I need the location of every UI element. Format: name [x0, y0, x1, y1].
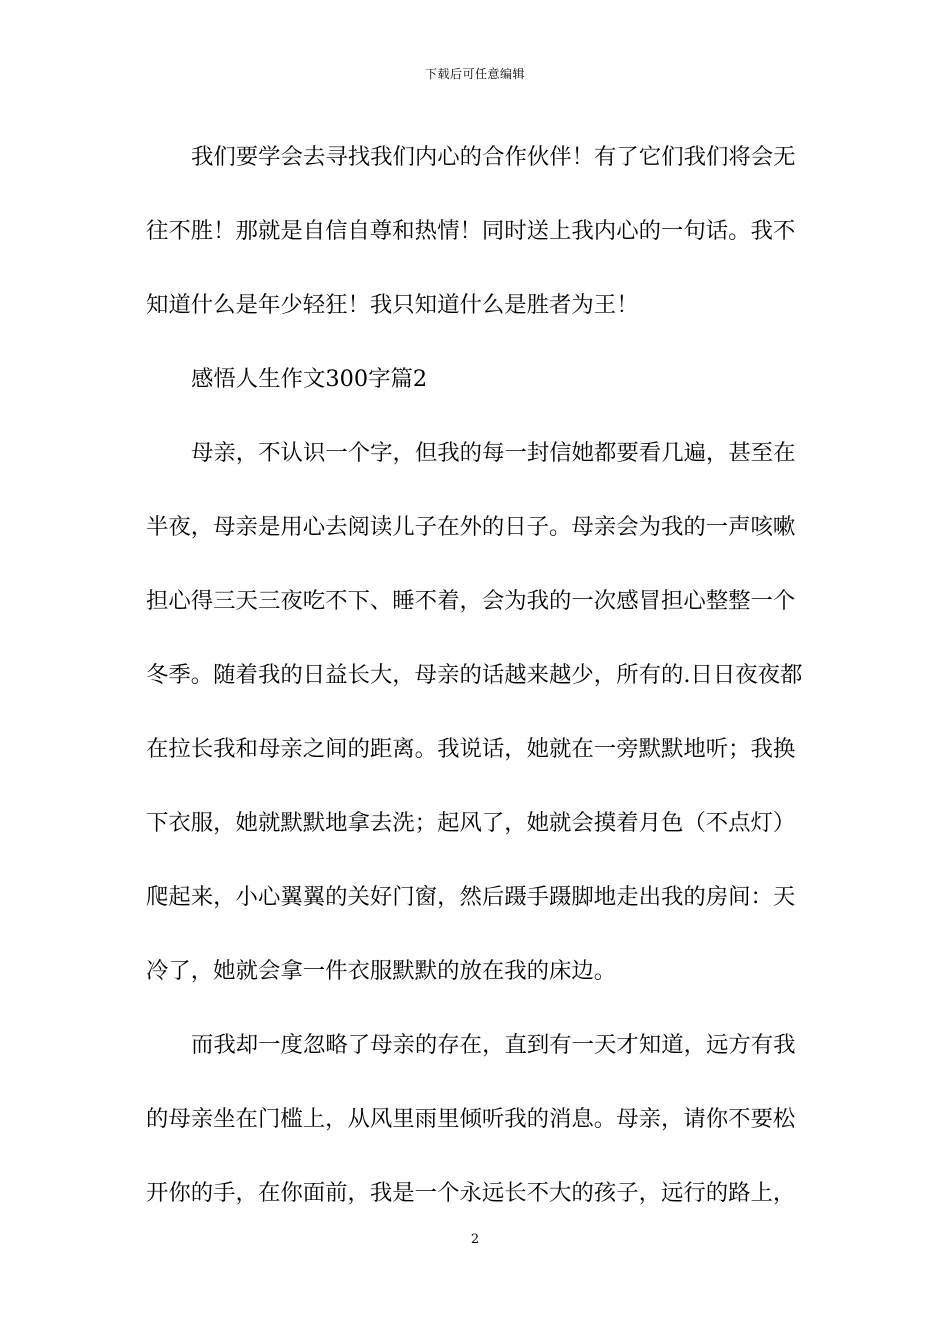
paragraph-line: 知道什么是年少轻狂！我只知道什么是胜者为王！ [146, 292, 639, 318]
paragraph-line: 开你的手，在你面前，我是一个永远长不大的孩子，远行的路上， [146, 1180, 796, 1206]
paragraph-line: 半夜，母亲是用心去阅读儿子在外的日子。母亲会为我的一声咳嗽 [146, 514, 796, 540]
paragraph-line: 我们要学会去寻找我们内心的合作伙伴！有了它们我们将会无 [191, 144, 796, 170]
page-number: 2 [470, 1232, 480, 1247]
paragraph-line: 下衣服，她就默默地拿去洗；起风了，她就会摸着月色（不点灯） [146, 810, 796, 836]
paragraph-line: 担心得三天三夜吃不下、睡不着，会为我的一次感冒担心整整一个 [146, 588, 796, 614]
paragraph-line: 往不胜！那就是自信自尊和热情！同时送上我内心的一句话。我不 [146, 218, 796, 244]
paragraph-line: 冬季。随着我的日益长大，母亲的话越来越少，所有的.日日夜夜都 [146, 662, 803, 688]
page-header: 下载后可任意编辑 [424, 67, 525, 81]
paragraph-line: 在拉长我和母亲之间的距离。我说话，她就在一旁默默地听；我换 [146, 736, 796, 762]
section-heading: 感悟人生作文300字篇2 [191, 366, 428, 392]
paragraph-line: 母亲，不认识一个字，但我的每一封信她都要看几遍，甚至在 [191, 440, 796, 466]
document-body [146, 120, 811, 1230]
paragraph-line: 的母亲坐在门槛上，从风里雨里倾听我的消息。母亲，请你不要松 [146, 1106, 796, 1132]
paragraph-line: 冷了，她就会拿一件衣服默默的放在我的床边。 [146, 958, 617, 984]
paragraph-line: 爬起来，小心翼翼的关好门窗，然后蹑手蹑脚地走出我的房间：天 [146, 884, 796, 910]
paragraph-line: 而我却一度忽略了母亲的存在，直到有一天才知道，远方有我 [191, 1032, 796, 1058]
